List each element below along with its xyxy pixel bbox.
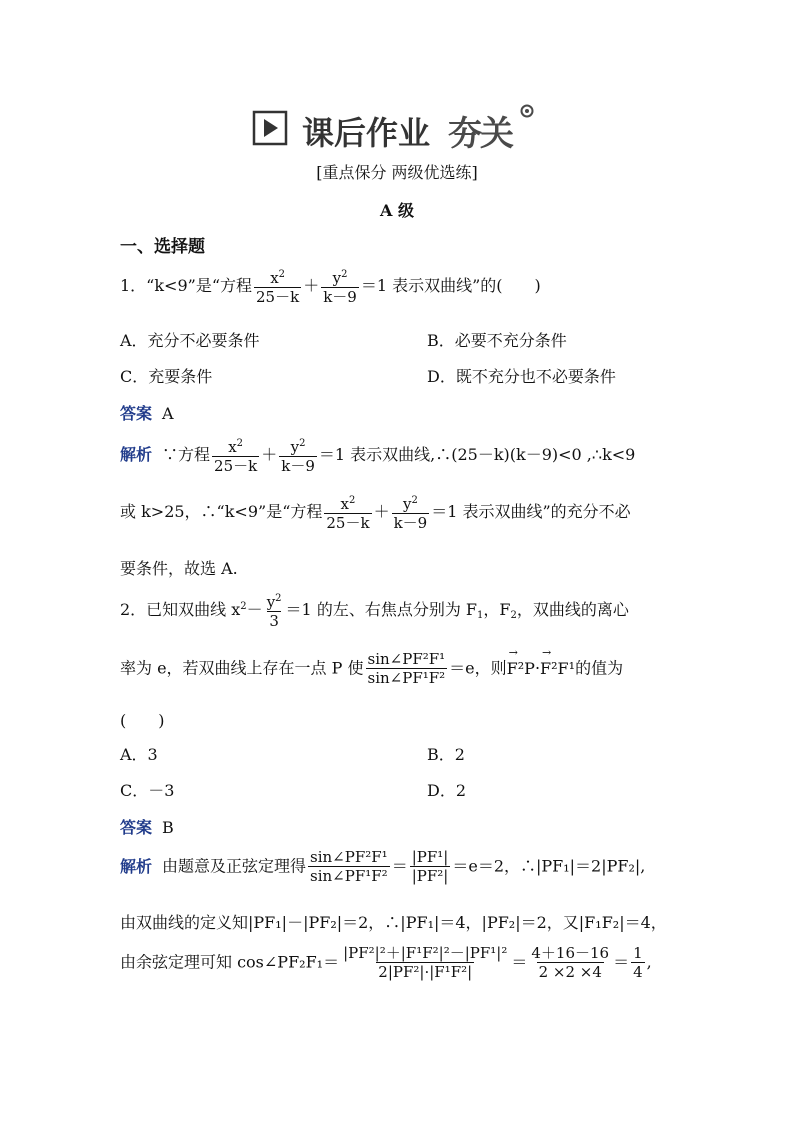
analysis-label: 解析 — [120, 445, 153, 464]
answer-value: A — [162, 404, 174, 423]
q1-option-a: A．充分不必要条件 — [120, 331, 260, 350]
fraction: $\frac{y^2}{3}$ — [266, 593, 282, 630]
q1-analysis-line-3: 要条件，故选 A. — [120, 559, 238, 578]
logo-badge-icon — [520, 104, 534, 118]
q2-option-a: A．3 — [120, 745, 158, 764]
q2-analysis-line-3: 由余弦定理可知 cos∠PF₂F₁＝ $\frac{\text{|PF²|²＋|F¹F²|²－|PF¹|²}}{\text{2|PF²|·|F¹F²|}}$ ＝ $\frac{4+16-16}{2 \times 2 \times 4}$ ＝ $\frac{1}{4}$ , — [120, 944, 652, 981]
q2-option-c: C．－3 — [120, 781, 175, 800]
fraction: $\frac{y^2}{k-9}$ — [393, 495, 428, 532]
play-icon — [252, 110, 288, 146]
answer-value: B — [162, 818, 174, 837]
q1-option-b: B．必要不充分条件 — [427, 331, 567, 350]
q2-analysis-line-2: 由双曲线的定义知|PF₁|－|PF₂|＝2，∴|PF₁|＝4，|PF₂|＝2，又|F₁F₂|＝4， — [120, 913, 667, 932]
fraction: $\frac{\text{sin∠PF²F¹}}{\text{sin∠PF¹F²}}$ — [367, 650, 446, 687]
fraction: $\frac{x^2}{25-k}$ — [326, 495, 370, 532]
q2-answer — [120, 815, 174, 838]
q1-option-c: C．充要条件 — [120, 367, 213, 386]
analysis-label: 解析 — [120, 856, 153, 876]
level-heading: A 级 — [380, 201, 414, 220]
fraction: $\frac{x^2}{25-k}$ — [256, 269, 300, 306]
fraction: $\frac{y^2}{k-9}$ — [281, 438, 315, 475]
q1-analysis-line-2: 或 k>25，∴“k<9”是“方程 $\frac{x^2}{25-k}$ ＋ $\frac{y^2}{k-9}$ ＝1 表示双曲线”的充分不必 — [120, 492, 631, 533]
q1-stem: 1．“k<9”是“方程 $\frac{x^2}{25-k}$ ＋ $\frac{y^2}{k-9}$ ＝1 表示双曲线”的( ) — [120, 266, 541, 307]
logo-text: 夯关 — [448, 114, 512, 154]
q2-stem-line-2: 率为 e，若双曲线上存在一点 P 使 $\frac{\text{sin∠PF²F¹}}{\text{sin∠PF¹F²}}$ ＝e，则F²P →·F²F¹ →的值为 — [120, 650, 623, 688]
q1-analysis-line-1: 解析 ∵方程 $\frac{x^2}{25-k}$ ＋ $\frac{y^2}{k-9}$ ＝1 表示双曲线,∴(25－k)(k－9)<0 ,∴k<9 — [120, 435, 635, 476]
logo — [448, 106, 512, 155]
fraction: $\frac{\text{|PF²|²＋|F¹F²|²－|PF¹|²}}{\text{2|PF²|·|F¹F²|}}$ — [343, 944, 508, 981]
q2-stem-line-1: 2．已知双曲线 $x^2-$ $\frac{y^2}{3}$ ＝1 的左、右焦点分别为 $F_1$，$F_2$，双曲线的离心 — [120, 590, 629, 631]
header-title: 课后作业 — [302, 114, 431, 152]
fraction: $\frac{\text{sin∠PF²F¹}}{\text{sin∠PF¹F²}}$ — [310, 848, 388, 885]
fraction: $\frac{\text{|PF¹|}}{\text{|PF²|}}$ — [411, 848, 449, 885]
q2-stem-line-3: ( ) — [120, 711, 165, 730]
q1-option-d: D．既不充分也不必要条件 — [427, 367, 616, 386]
fraction: $\frac{1}{4}$ — [633, 944, 643, 981]
fraction: $\frac{4+16-16}{2 \times 2 \times 4}$ — [531, 944, 610, 981]
q2-analysis-line-1: 解析 由题意及正弦定理得 $\frac{\text{sin∠PF²F¹}}{\text{sin∠PF¹F²}}$ ＝ $\frac{\text{|PF¹|}}{\text{|PF²|}}$ ＝e＝2，∴|PF₁|＝2|PF₂|, — [120, 848, 646, 885]
subtitle: [重点保分 两级优选练] — [316, 163, 478, 182]
fraction: $\frac{y^2}{k-9}$ — [323, 269, 357, 306]
q2-option-d: D．2 — [427, 781, 467, 800]
q1-answer — [120, 401, 174, 424]
section-title: 一、选择题 — [120, 237, 205, 257]
fraction: $\frac{x^2}{25-k}$ — [214, 438, 258, 475]
answer-label: 答案 — [120, 404, 153, 423]
vector-f2f1: F²F¹ → — [540, 659, 575, 678]
answer-label: 答案 — [120, 818, 153, 837]
vector-f2p: F²P → — [507, 659, 535, 678]
q2-option-b: B．2 — [427, 745, 465, 764]
